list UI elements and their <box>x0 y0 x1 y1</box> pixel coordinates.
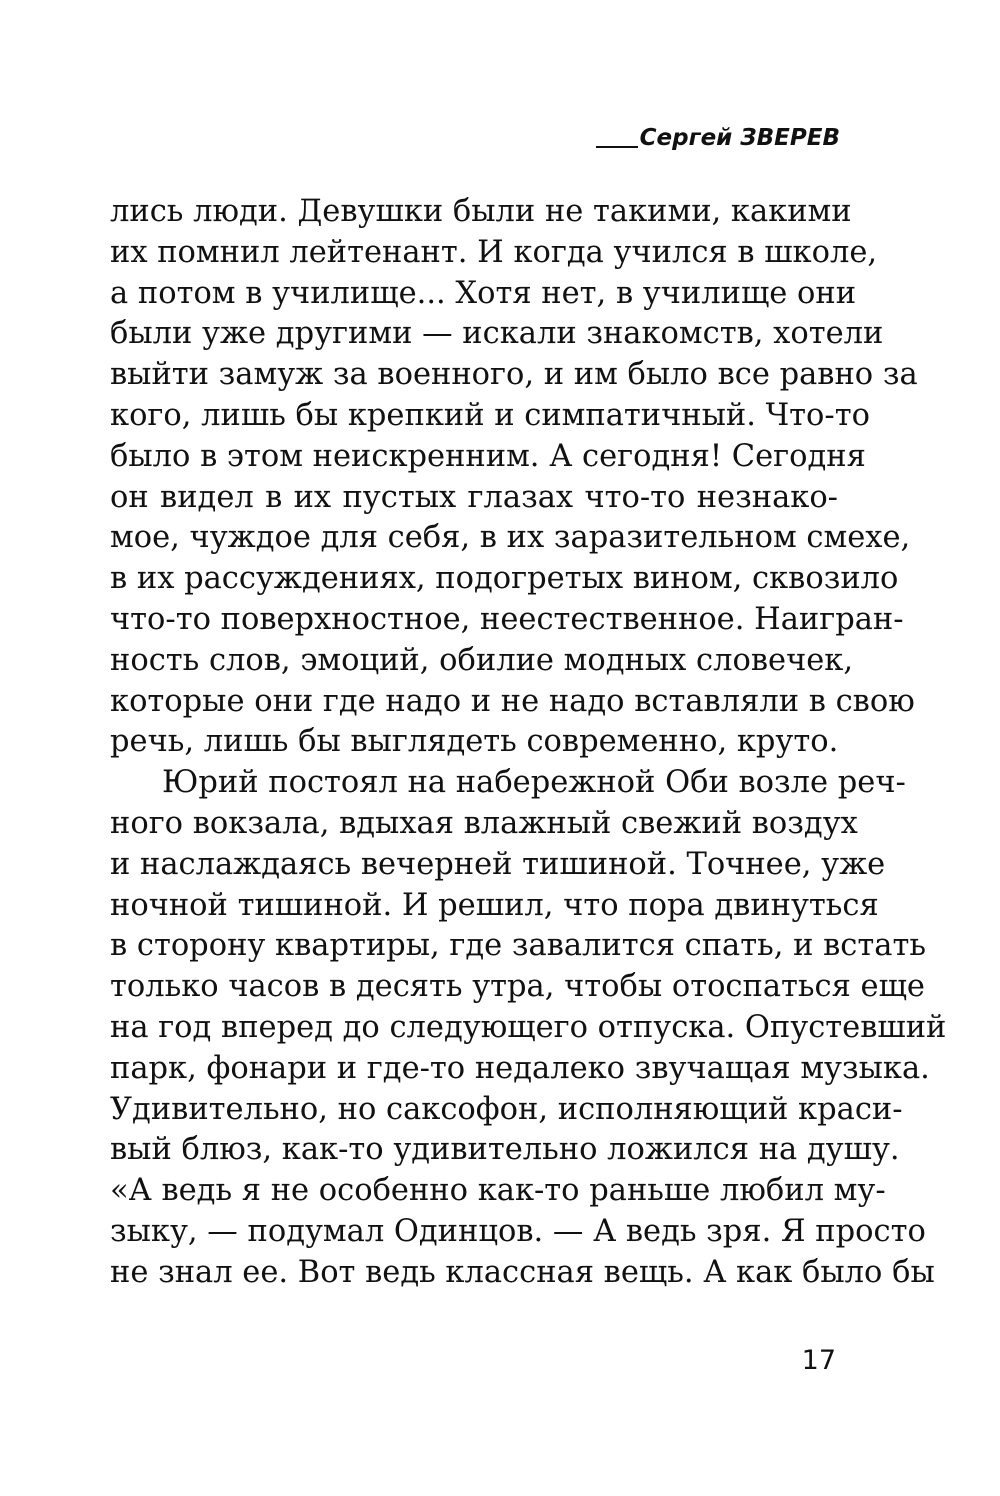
text-line: Юрий постоял на набережной Оби возле реч- <box>162 765 906 801</box>
text-line: Удивительно, но саксофон, исполняющий краси- <box>110 1091 903 1127</box>
text-line: которые они где надо и не надо вставляли в свою <box>110 683 915 719</box>
text-line: он видел в их пустых глазах что-то незнако- <box>110 479 838 515</box>
text-line: парк, фонари и где-то недалеко звучащая музыка. <box>110 1050 930 1086</box>
text-line: выйти замуж за военного, и им было все равно за <box>110 357 918 393</box>
text-line: вый блюз, как-то удивительно ложился на душу. <box>110 1132 900 1168</box>
text-line: на год вперед до следующего отпуска. Опустевший <box>110 1009 947 1045</box>
text-line: «А ведь я не особенно как-то раньше любил му- <box>110 1173 886 1209</box>
text-line: в сторону квартиры, где завалится спать, и встать <box>110 928 926 964</box>
text-line: были уже другими — искали знакомств, хотели <box>110 316 884 352</box>
page-number: 17 <box>801 1345 836 1376</box>
text-line: не знал ее. Вот ведь классная вещь. А как было бы <box>110 1254 935 1290</box>
text-line: речь, лишь бы выглядеть современно, круто. <box>110 724 839 760</box>
text-line: только часов в десять утра, чтобы отоспаться еще <box>110 969 925 1005</box>
running-header <box>596 125 840 151</box>
text-line: ночной тишиной. И решил, что пора двинуться <box>110 887 879 923</box>
text-line: было в этом неискренним. А сегодня! Сегодня <box>110 438 866 474</box>
text-line: лись люди. Девушки были не такими, какими <box>110 194 852 229</box>
text-line: их помнил лейтенант. И когда учился в школе, <box>110 234 878 270</box>
text-line: и наслаждаясь вечерней тишиной. Точнее, уже <box>110 846 886 882</box>
header-rule <box>596 146 638 148</box>
text-line: а потом в училище... Хотя нет, в училище они <box>110 275 857 311</box>
text-line: в их рассуждениях, подогретых вином, сквозило <box>110 561 899 597</box>
body-text <box>110 192 947 1294</box>
text-line: кого, лишь бы крепкий и симпатичный. Что-то <box>110 397 870 433</box>
text-line: что-то поверхностное, неестественное. Наигран- <box>110 601 904 637</box>
text-line: ность слов, эмоций, обилие модных словечек, <box>110 642 854 678</box>
text-line: мое, чуждое для себя, в их заразительном смехе, <box>110 520 911 556</box>
text-line: зыку, — подумал Одинцов. — А ведь зря. Я просто <box>110 1213 926 1249</box>
author-name: Сергей ЗВЕРЕВ <box>639 125 840 151</box>
text-line: ного вокзала, вдыхая влажный свежий воздух <box>110 805 858 841</box>
